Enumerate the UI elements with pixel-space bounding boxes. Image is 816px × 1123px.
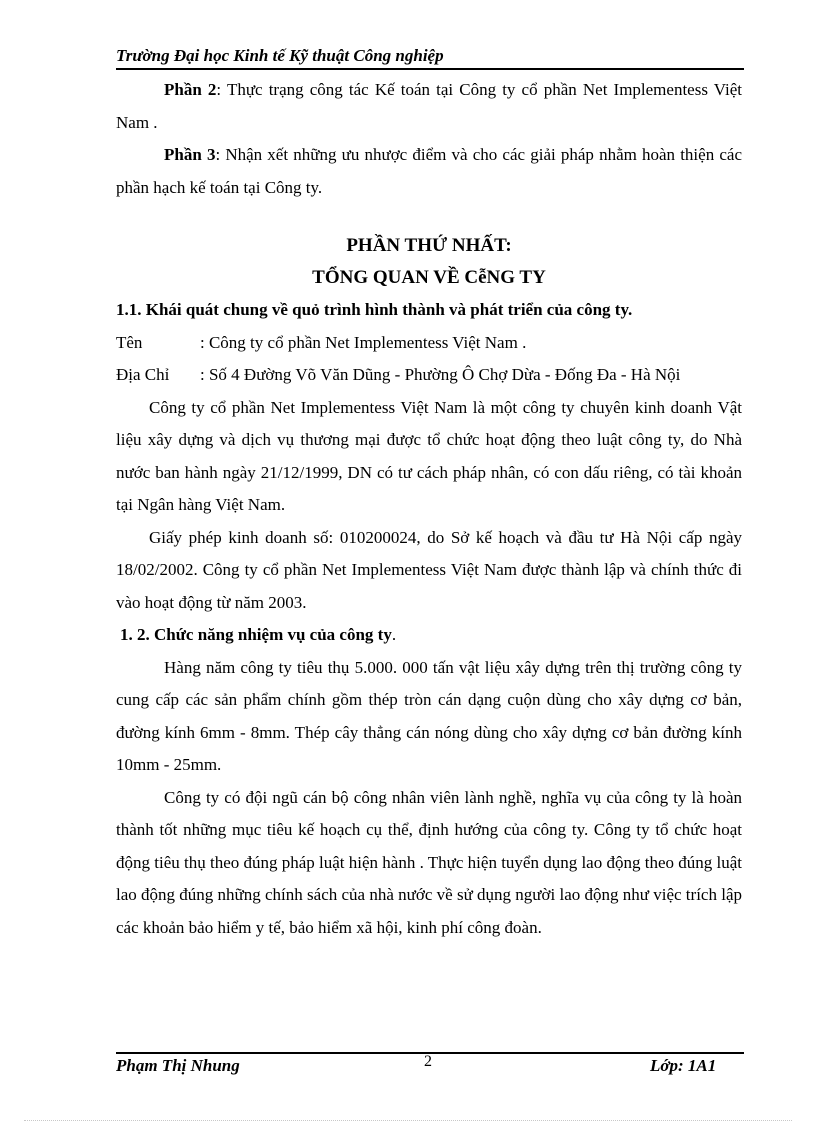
section2-paragraph-1: Hàng năm công ty tiêu thụ 5.000. 000 tấn vật liệu xây dựng trên thị trường công ty cung cấp các sản phẩm chính gồm thép tròn cán dạng cuộn dùng cho xây dựng cơ bản, đường kính 6mm - 8mm. Thép cây thẳng cán nóng dùng cho xây dựng cơ bản đường kính 10mm - 25mm. (116, 657, 742, 774)
document-body (116, 74, 742, 944)
company-name-row (116, 327, 742, 360)
section2-heading-row (116, 619, 742, 652)
page-number: 2 (424, 1053, 432, 1070)
header-divider (116, 68, 744, 70)
section1-heading: 1.1. Khái quát chung về quỏ trình hình thành và phát triển của công ty. (116, 300, 633, 319)
part2-paragraph (116, 74, 742, 139)
part3-paragraph (116, 139, 742, 204)
page-edge (24, 1120, 792, 1121)
section2-heading: 1. 2. Chức năng nhiệm vụ của công ty (120, 625, 392, 644)
footer-class: Lớp: 1A1 (650, 1056, 717, 1075)
company-address-row (116, 359, 742, 392)
section1-paragraph-2: Giấy phép kinh doanh số: 010200024, do Sở kế hoạch và đầu tư Hà Nội cấp ngày 18/02/2002. Công ty cổ phần Net Implementess Việt Nam được thành lập và chính thức đi vào hoạt động từ năm 2003. (116, 527, 742, 612)
part3-label: Phần 3 (164, 145, 216, 164)
part2-text: : Thực trạng công tác Kế toán tại Công ty cổ phần Net Implementess Việt Nam . (116, 80, 743, 132)
company-address-label: Địa Chỉ (116, 365, 170, 384)
part-title-line1: PHẦN THỨ NHẤT: (346, 235, 512, 256)
section1-paragraph-1: Công ty cổ phần Net Implementess Việt Nam là một công ty chuyên kinh doanh Vật liệu xây dựng và dịch vụ thương mại được tổ chức hoạt động theo luật công ty, do Nhà nước ban hành ngày 21/12/1999, DN có tư cách pháp nhân, có con dấu riêng, có tài khoản tại Ngân hàng Việt Nam. (116, 397, 742, 514)
part3-text: : Nhận xết những ưu nhược điểm và cho các giải pháp nhằm hoàn thiện các phần hạch kế toán tại Công ty. (116, 145, 742, 197)
part2-label: Phần 2 (164, 80, 217, 99)
company-name-value: : Công ty cổ phần Net Implementess Việt Nam . (200, 332, 527, 352)
section2-paragraph-2: Công ty có đội ngũ cán bộ công nhân viên lành nghề, nghĩa vụ của công ty là hoàn thành tốt những mục tiêu kế hoạch cụ thể, định hướng của công ty. Công ty tổ chức hoạt động tiêu thụ theo đúng pháp luật hiện hành . Thực hiện tuyển dụng lao động theo đúng luật lao động đúng những chính sách của nhà nước về sử dụng người lao động như việc trích lập các khoản bảo hiểm y tế, bảo hiểm xã hội, kinh phí công đoàn. (116, 787, 742, 937)
company-name-label: Tên (116, 332, 143, 352)
running-header: Trường Đại học Kinh tế Kỹ thuật Công nghiệp (116, 46, 444, 65)
footer-author: Phạm Thị Nhung (116, 1056, 240, 1075)
section2-heading-tail: . (391, 625, 397, 644)
company-address-value: : Số 4 Đường Võ Văn Dũng - Phường Ô Chợ Dừa - Đống Đa - Hà Nội (200, 365, 681, 384)
part-title-line2: TỔNG QUAN VỀ CễNG TY (312, 267, 546, 288)
